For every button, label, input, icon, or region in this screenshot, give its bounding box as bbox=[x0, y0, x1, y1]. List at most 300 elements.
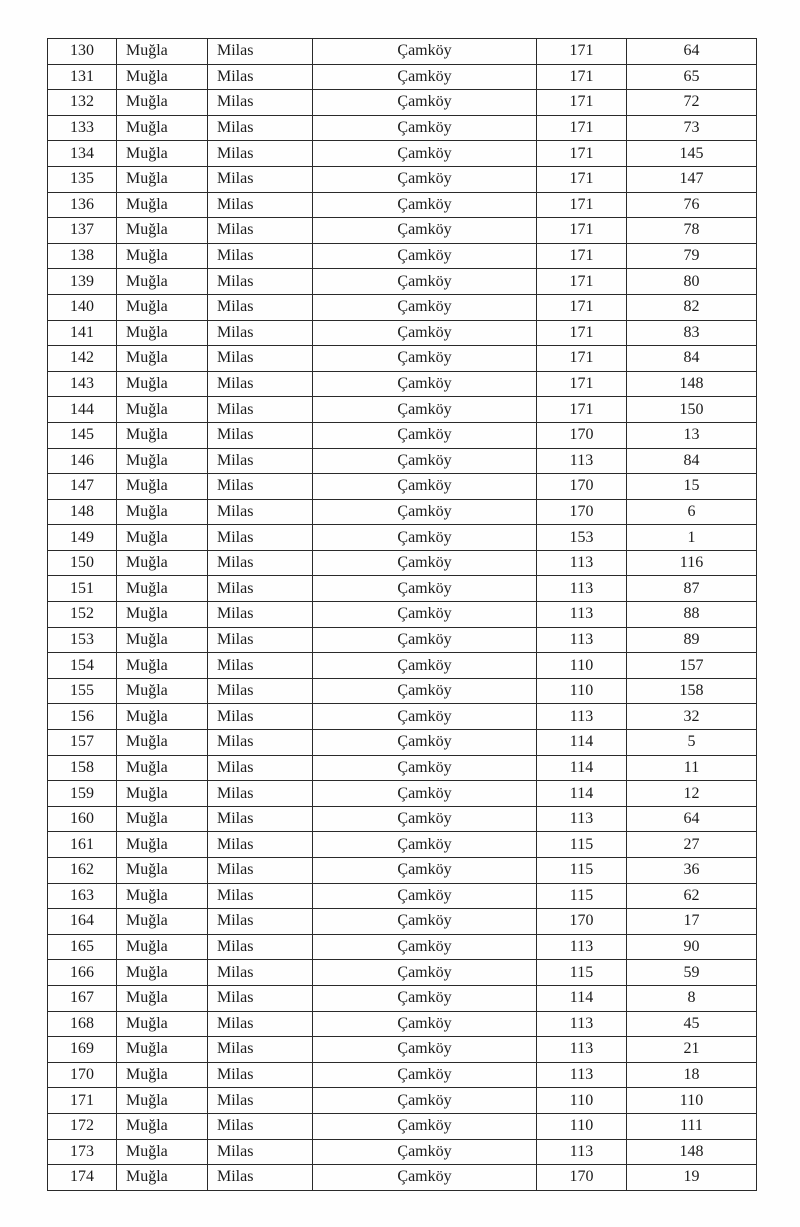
province-cell: Muğla bbox=[117, 1165, 208, 1191]
table-row bbox=[48, 1113, 757, 1139]
province-cell: Muğla bbox=[117, 474, 208, 500]
district-cell: Milas bbox=[208, 64, 313, 90]
value-cell-2: 6 bbox=[627, 499, 757, 525]
table-row bbox=[48, 269, 757, 295]
province-cell: Muğla bbox=[117, 1139, 208, 1165]
village-cell: Çamköy bbox=[313, 1037, 537, 1063]
table-row bbox=[48, 627, 757, 653]
village-cell: Çamköy bbox=[313, 39, 537, 65]
province-cell: Muğla bbox=[117, 218, 208, 244]
row-number-cell: 158 bbox=[48, 755, 117, 781]
value-cell-2: 82 bbox=[627, 294, 757, 320]
district-cell: Milas bbox=[208, 499, 313, 525]
value-cell-2: 87 bbox=[627, 576, 757, 602]
district-cell: Milas bbox=[208, 166, 313, 192]
village-cell: Çamköy bbox=[313, 397, 537, 423]
district-cell: Milas bbox=[208, 858, 313, 884]
value-cell-1: 171 bbox=[537, 371, 627, 397]
table-row bbox=[48, 550, 757, 576]
value-cell-1: 171 bbox=[537, 39, 627, 65]
district-cell: Milas bbox=[208, 755, 313, 781]
row-number-cell: 147 bbox=[48, 474, 117, 500]
village-cell: Çamköy bbox=[313, 499, 537, 525]
value-cell-1: 171 bbox=[537, 346, 627, 372]
value-cell-2: 73 bbox=[627, 115, 757, 141]
value-cell-1: 171 bbox=[537, 90, 627, 116]
village-cell: Çamköy bbox=[313, 781, 537, 807]
value-cell-2: 90 bbox=[627, 934, 757, 960]
row-number-cell: 171 bbox=[48, 1088, 117, 1114]
value-cell-2: 13 bbox=[627, 422, 757, 448]
district-cell: Milas bbox=[208, 346, 313, 372]
row-number-cell: 151 bbox=[48, 576, 117, 602]
village-cell: Çamköy bbox=[313, 1011, 537, 1037]
village-cell: Çamköy bbox=[313, 883, 537, 909]
value-cell-2: 45 bbox=[627, 1011, 757, 1037]
value-cell-2: 12 bbox=[627, 781, 757, 807]
table-row bbox=[48, 115, 757, 141]
value-cell-1: 170 bbox=[537, 422, 627, 448]
table-row bbox=[48, 525, 757, 551]
value-cell-1: 114 bbox=[537, 985, 627, 1011]
value-cell-2: 32 bbox=[627, 704, 757, 730]
row-number-cell: 139 bbox=[48, 269, 117, 295]
province-cell: Muğla bbox=[117, 397, 208, 423]
table-row bbox=[48, 602, 757, 628]
row-number-cell: 145 bbox=[48, 422, 117, 448]
value-cell-1: 171 bbox=[537, 294, 627, 320]
village-cell: Çamköy bbox=[313, 960, 537, 986]
value-cell-2: 88 bbox=[627, 602, 757, 628]
value-cell-1: 171 bbox=[537, 141, 627, 167]
value-cell-1: 113 bbox=[537, 1062, 627, 1088]
village-cell: Çamköy bbox=[313, 269, 537, 295]
value-cell-2: 19 bbox=[627, 1165, 757, 1191]
value-cell-1: 113 bbox=[537, 627, 627, 653]
table-row bbox=[48, 90, 757, 116]
table-row bbox=[48, 678, 757, 704]
value-cell-2: 11 bbox=[627, 755, 757, 781]
value-cell-2: 64 bbox=[627, 806, 757, 832]
value-cell-2: 76 bbox=[627, 192, 757, 218]
value-cell-1: 113 bbox=[537, 448, 627, 474]
province-cell: Muğla bbox=[117, 678, 208, 704]
table-row bbox=[48, 576, 757, 602]
province-cell: Muğla bbox=[117, 909, 208, 935]
value-cell-2: 116 bbox=[627, 550, 757, 576]
value-cell-1: 110 bbox=[537, 653, 627, 679]
table-row bbox=[48, 781, 757, 807]
province-cell: Muğla bbox=[117, 499, 208, 525]
value-cell-2: 65 bbox=[627, 64, 757, 90]
table-row bbox=[48, 320, 757, 346]
village-cell: Çamköy bbox=[313, 755, 537, 781]
village-cell: Çamköy bbox=[313, 320, 537, 346]
district-cell: Milas bbox=[208, 602, 313, 628]
village-cell: Çamköy bbox=[313, 730, 537, 756]
province-cell: Muğla bbox=[117, 371, 208, 397]
row-number-cell: 144 bbox=[48, 397, 117, 423]
table-row bbox=[48, 141, 757, 167]
village-cell: Çamköy bbox=[313, 525, 537, 551]
row-number-cell: 159 bbox=[48, 781, 117, 807]
district-cell: Milas bbox=[208, 653, 313, 679]
row-number-cell: 154 bbox=[48, 653, 117, 679]
province-cell: Muğla bbox=[117, 525, 208, 551]
district-cell: Milas bbox=[208, 218, 313, 244]
district-cell: Milas bbox=[208, 294, 313, 320]
district-cell: Milas bbox=[208, 243, 313, 269]
row-number-cell: 160 bbox=[48, 806, 117, 832]
table-row bbox=[48, 1088, 757, 1114]
village-cell: Çamköy bbox=[313, 678, 537, 704]
row-number-cell: 155 bbox=[48, 678, 117, 704]
value-cell-1: 115 bbox=[537, 832, 627, 858]
table-row bbox=[48, 909, 757, 935]
row-number-cell: 168 bbox=[48, 1011, 117, 1037]
table-row bbox=[48, 806, 757, 832]
village-cell: Çamköy bbox=[313, 576, 537, 602]
district-cell: Milas bbox=[208, 90, 313, 116]
value-cell-1: 115 bbox=[537, 883, 627, 909]
value-cell-2: 59 bbox=[627, 960, 757, 986]
value-cell-2: 147 bbox=[627, 166, 757, 192]
value-cell-2: 15 bbox=[627, 474, 757, 500]
table-row bbox=[48, 1062, 757, 1088]
table-row bbox=[48, 499, 757, 525]
table-row bbox=[48, 346, 757, 372]
province-cell: Muğla bbox=[117, 985, 208, 1011]
province-cell: Muğla bbox=[117, 294, 208, 320]
district-cell: Milas bbox=[208, 371, 313, 397]
table-row bbox=[48, 397, 757, 423]
table-row bbox=[48, 858, 757, 884]
district-cell: Milas bbox=[208, 627, 313, 653]
province-cell: Muğla bbox=[117, 422, 208, 448]
value-cell-2: 84 bbox=[627, 346, 757, 372]
table-row bbox=[48, 832, 757, 858]
table-row bbox=[48, 448, 757, 474]
value-cell-1: 153 bbox=[537, 525, 627, 551]
table-row bbox=[48, 294, 757, 320]
district-cell: Milas bbox=[208, 781, 313, 807]
province-cell: Muğla bbox=[117, 550, 208, 576]
row-number-cell: 150 bbox=[48, 550, 117, 576]
district-cell: Milas bbox=[208, 985, 313, 1011]
row-number-cell: 161 bbox=[48, 832, 117, 858]
province-cell: Muğla bbox=[117, 448, 208, 474]
province-cell: Muğla bbox=[117, 166, 208, 192]
value-cell-2: 1 bbox=[627, 525, 757, 551]
village-cell: Çamköy bbox=[313, 346, 537, 372]
district-cell: Milas bbox=[208, 192, 313, 218]
value-cell-2: 8 bbox=[627, 985, 757, 1011]
row-number-cell: 146 bbox=[48, 448, 117, 474]
village-cell: Çamköy bbox=[313, 934, 537, 960]
value-cell-1: 170 bbox=[537, 909, 627, 935]
district-cell: Milas bbox=[208, 1139, 313, 1165]
province-cell: Muğla bbox=[117, 755, 208, 781]
village-cell: Çamköy bbox=[313, 64, 537, 90]
table-row bbox=[48, 1011, 757, 1037]
value-cell-1: 110 bbox=[537, 1113, 627, 1139]
province-cell: Muğla bbox=[117, 269, 208, 295]
row-number-cell: 152 bbox=[48, 602, 117, 628]
table-row bbox=[48, 730, 757, 756]
district-cell: Milas bbox=[208, 1011, 313, 1037]
value-cell-1: 113 bbox=[537, 602, 627, 628]
value-cell-1: 113 bbox=[537, 576, 627, 602]
district-cell: Milas bbox=[208, 474, 313, 500]
value-cell-2: 27 bbox=[627, 832, 757, 858]
province-cell: Muğla bbox=[117, 858, 208, 884]
row-number-cell: 173 bbox=[48, 1139, 117, 1165]
value-cell-1: 113 bbox=[537, 1139, 627, 1165]
value-cell-1: 171 bbox=[537, 166, 627, 192]
village-cell: Çamköy bbox=[313, 166, 537, 192]
province-cell: Muğla bbox=[117, 1062, 208, 1088]
row-number-cell: 164 bbox=[48, 909, 117, 935]
province-cell: Muğla bbox=[117, 576, 208, 602]
village-cell: Çamköy bbox=[313, 1113, 537, 1139]
district-cell: Milas bbox=[208, 397, 313, 423]
district-cell: Milas bbox=[208, 1037, 313, 1063]
province-cell: Muğla bbox=[117, 1088, 208, 1114]
value-cell-2: 84 bbox=[627, 448, 757, 474]
table-row bbox=[48, 192, 757, 218]
value-cell-2: 148 bbox=[627, 371, 757, 397]
row-number-cell: 133 bbox=[48, 115, 117, 141]
province-cell: Muğla bbox=[117, 883, 208, 909]
value-cell-1: 113 bbox=[537, 1011, 627, 1037]
village-cell: Çamköy bbox=[313, 602, 537, 628]
province-cell: Muğla bbox=[117, 115, 208, 141]
row-number-cell: 132 bbox=[48, 90, 117, 116]
table-row bbox=[48, 883, 757, 909]
district-cell: Milas bbox=[208, 550, 313, 576]
village-cell: Çamköy bbox=[313, 985, 537, 1011]
table-row bbox=[48, 1139, 757, 1165]
village-cell: Çamköy bbox=[313, 1062, 537, 1088]
province-cell: Muğla bbox=[117, 806, 208, 832]
province-cell: Muğla bbox=[117, 730, 208, 756]
value-cell-2: 145 bbox=[627, 141, 757, 167]
village-cell: Çamköy bbox=[313, 474, 537, 500]
province-cell: Muğla bbox=[117, 39, 208, 65]
table-row bbox=[48, 960, 757, 986]
row-number-cell: 140 bbox=[48, 294, 117, 320]
row-number-cell: 141 bbox=[48, 320, 117, 346]
value-cell-2: 111 bbox=[627, 1113, 757, 1139]
province-cell: Muğla bbox=[117, 934, 208, 960]
village-cell: Çamköy bbox=[313, 1139, 537, 1165]
value-cell-1: 170 bbox=[537, 499, 627, 525]
row-number-cell: 135 bbox=[48, 166, 117, 192]
table-row bbox=[48, 422, 757, 448]
province-cell: Muğla bbox=[117, 1011, 208, 1037]
province-cell: Muğla bbox=[117, 653, 208, 679]
district-cell: Milas bbox=[208, 1113, 313, 1139]
value-cell-2: 110 bbox=[627, 1088, 757, 1114]
value-cell-1: 171 bbox=[537, 243, 627, 269]
province-cell: Muğla bbox=[117, 64, 208, 90]
table-row bbox=[48, 64, 757, 90]
value-cell-2: 150 bbox=[627, 397, 757, 423]
district-cell: Milas bbox=[208, 141, 313, 167]
value-cell-1: 171 bbox=[537, 397, 627, 423]
row-number-cell: 137 bbox=[48, 218, 117, 244]
district-cell: Milas bbox=[208, 320, 313, 346]
value-cell-1: 113 bbox=[537, 1037, 627, 1063]
value-cell-1: 113 bbox=[537, 934, 627, 960]
table-row bbox=[48, 371, 757, 397]
district-cell: Milas bbox=[208, 115, 313, 141]
village-cell: Çamköy bbox=[313, 627, 537, 653]
row-number-cell: 148 bbox=[48, 499, 117, 525]
village-cell: Çamköy bbox=[313, 858, 537, 884]
row-number-cell: 167 bbox=[48, 985, 117, 1011]
table-row bbox=[48, 243, 757, 269]
value-cell-2: 64 bbox=[627, 39, 757, 65]
row-number-cell: 134 bbox=[48, 141, 117, 167]
table-row bbox=[48, 755, 757, 781]
value-cell-1: 115 bbox=[537, 858, 627, 884]
village-cell: Çamköy bbox=[313, 218, 537, 244]
province-cell: Muğla bbox=[117, 602, 208, 628]
data-table bbox=[47, 38, 757, 1191]
village-cell: Çamköy bbox=[313, 806, 537, 832]
row-number-cell: 163 bbox=[48, 883, 117, 909]
row-number-cell: 169 bbox=[48, 1037, 117, 1063]
village-cell: Çamköy bbox=[313, 192, 537, 218]
province-cell: Muğla bbox=[117, 960, 208, 986]
district-cell: Milas bbox=[208, 934, 313, 960]
province-cell: Muğla bbox=[117, 346, 208, 372]
value-cell-2: 21 bbox=[627, 1037, 757, 1063]
village-cell: Çamköy bbox=[313, 294, 537, 320]
district-cell: Milas bbox=[208, 960, 313, 986]
row-number-cell: 142 bbox=[48, 346, 117, 372]
value-cell-2: 80 bbox=[627, 269, 757, 295]
value-cell-2: 79 bbox=[627, 243, 757, 269]
district-cell: Milas bbox=[208, 576, 313, 602]
table-row bbox=[48, 1037, 757, 1063]
value-cell-2: 62 bbox=[627, 883, 757, 909]
value-cell-1: 115 bbox=[537, 960, 627, 986]
value-cell-1: 171 bbox=[537, 218, 627, 244]
value-cell-1: 171 bbox=[537, 64, 627, 90]
value-cell-1: 171 bbox=[537, 115, 627, 141]
village-cell: Çamköy bbox=[313, 371, 537, 397]
village-cell: Çamköy bbox=[313, 422, 537, 448]
table-row bbox=[48, 704, 757, 730]
village-cell: Çamköy bbox=[313, 1165, 537, 1191]
village-cell: Çamköy bbox=[313, 141, 537, 167]
value-cell-2: 148 bbox=[627, 1139, 757, 1165]
table-row bbox=[48, 474, 757, 500]
village-cell: Çamköy bbox=[313, 115, 537, 141]
value-cell-2: 78 bbox=[627, 218, 757, 244]
province-cell: Muğla bbox=[117, 243, 208, 269]
village-cell: Çamköy bbox=[313, 550, 537, 576]
district-cell: Milas bbox=[208, 448, 313, 474]
row-number-cell: 174 bbox=[48, 1165, 117, 1191]
row-number-cell: 165 bbox=[48, 934, 117, 960]
value-cell-1: 113 bbox=[537, 704, 627, 730]
district-cell: Milas bbox=[208, 806, 313, 832]
value-cell-2: 158 bbox=[627, 678, 757, 704]
province-cell: Muğla bbox=[117, 1037, 208, 1063]
value-cell-2: 83 bbox=[627, 320, 757, 346]
value-cell-1: 171 bbox=[537, 269, 627, 295]
value-cell-2: 89 bbox=[627, 627, 757, 653]
province-cell: Muğla bbox=[117, 192, 208, 218]
value-cell-1: 110 bbox=[537, 678, 627, 704]
village-cell: Çamköy bbox=[313, 653, 537, 679]
table-row bbox=[48, 934, 757, 960]
village-cell: Çamköy bbox=[313, 90, 537, 116]
row-number-cell: 157 bbox=[48, 730, 117, 756]
value-cell-2: 5 bbox=[627, 730, 757, 756]
province-cell: Muğla bbox=[117, 141, 208, 167]
district-cell: Milas bbox=[208, 39, 313, 65]
row-number-cell: 156 bbox=[48, 704, 117, 730]
province-cell: Muğla bbox=[117, 320, 208, 346]
row-number-cell: 153 bbox=[48, 627, 117, 653]
value-cell-2: 36 bbox=[627, 858, 757, 884]
district-cell: Milas bbox=[208, 422, 313, 448]
province-cell: Muğla bbox=[117, 1113, 208, 1139]
district-cell: Milas bbox=[208, 1088, 313, 1114]
province-cell: Muğla bbox=[117, 781, 208, 807]
district-cell: Milas bbox=[208, 909, 313, 935]
village-cell: Çamköy bbox=[313, 832, 537, 858]
table-row bbox=[48, 39, 757, 65]
province-cell: Muğla bbox=[117, 90, 208, 116]
district-cell: Milas bbox=[208, 525, 313, 551]
village-cell: Çamköy bbox=[313, 243, 537, 269]
value-cell-1: 171 bbox=[537, 320, 627, 346]
district-cell: Milas bbox=[208, 678, 313, 704]
village-cell: Çamköy bbox=[313, 1088, 537, 1114]
value-cell-1: 113 bbox=[537, 806, 627, 832]
row-number-cell: 131 bbox=[48, 64, 117, 90]
district-cell: Milas bbox=[208, 832, 313, 858]
village-cell: Çamköy bbox=[313, 909, 537, 935]
province-cell: Muğla bbox=[117, 627, 208, 653]
value-cell-1: 114 bbox=[537, 781, 627, 807]
row-number-cell: 130 bbox=[48, 39, 117, 65]
row-number-cell: 138 bbox=[48, 243, 117, 269]
value-cell-2: 157 bbox=[627, 653, 757, 679]
value-cell-1: 114 bbox=[537, 730, 627, 756]
table-row bbox=[48, 653, 757, 679]
district-cell: Milas bbox=[208, 704, 313, 730]
table-row bbox=[48, 985, 757, 1011]
row-number-cell: 166 bbox=[48, 960, 117, 986]
district-cell: Milas bbox=[208, 1165, 313, 1191]
row-number-cell: 170 bbox=[48, 1062, 117, 1088]
row-number-cell: 172 bbox=[48, 1113, 117, 1139]
value-cell-2: 18 bbox=[627, 1062, 757, 1088]
table-row bbox=[48, 218, 757, 244]
row-number-cell: 149 bbox=[48, 525, 117, 551]
value-cell-1: 114 bbox=[537, 755, 627, 781]
district-cell: Milas bbox=[208, 1062, 313, 1088]
village-cell: Çamköy bbox=[313, 448, 537, 474]
value-cell-1: 110 bbox=[537, 1088, 627, 1114]
province-cell: Muğla bbox=[117, 704, 208, 730]
